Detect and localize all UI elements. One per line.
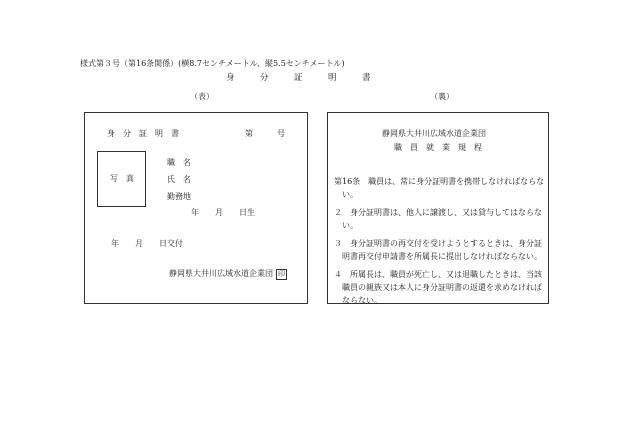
back-card [327, 112, 549, 304]
rule-line: ３ 身分証明書の再交付を受けようとするときは、身分証 [334, 239, 542, 248]
rule-line: 明書再交付申請書を所属長に提出しなければならない。 [334, 252, 542, 261]
birth-label: 年 月 日生 [191, 208, 255, 217]
photo-frame [97, 151, 146, 207]
rule-line: 第16条 職員は、常に身分証明書を携帯しなければならな [334, 177, 545, 186]
field-workplace: 勤務地 [167, 192, 191, 201]
front-card [84, 112, 308, 304]
rules-title: 職 員 就 業 規 程 [394, 143, 482, 152]
issue-label: 年 月 日交付 [111, 239, 183, 248]
back-org: 静岡県大井川広域水道企業団 [382, 129, 486, 138]
rule-line: 職員の親族又は本人に身分証明書の返還を求めなければ [334, 283, 542, 292]
rule-line: ２ 身分証明書は、他人に譲渡し、又は貸与してはならな [334, 208, 542, 217]
issuer-name: 静岡県大井川広域水道企業団 [169, 269, 273, 278]
front-label: （表） [190, 92, 214, 101]
issuer-line [169, 269, 287, 280]
rule-2 [334, 206, 542, 232]
rule-line: ４ 所属長は、職員が死亡し、又は退職したときは、当該 [334, 270, 542, 279]
seal-mark: 印 [278, 270, 285, 278]
rule-3 [334, 237, 542, 263]
form-label: 様式第３号（第16条関係）(横8.7センチメートル、縦5.5センチメートル) [80, 59, 345, 68]
back-label: （裏） [430, 92, 454, 101]
rule-16 [334, 175, 544, 201]
field-job-title: 職 名 [167, 158, 191, 167]
card-title: 身 分 証 明 書 [107, 129, 179, 138]
rule-4 [334, 268, 542, 307]
document-title: 身 分 証 明 書 [226, 73, 371, 83]
field-name: 氏 名 [167, 175, 191, 184]
number-label: 第 号 [245, 129, 285, 138]
rule-line: ならない。 [334, 296, 382, 305]
rule-line: い。 [334, 221, 358, 230]
photo-label: 写 真 [110, 174, 134, 183]
rule-line: い。 [334, 190, 358, 199]
